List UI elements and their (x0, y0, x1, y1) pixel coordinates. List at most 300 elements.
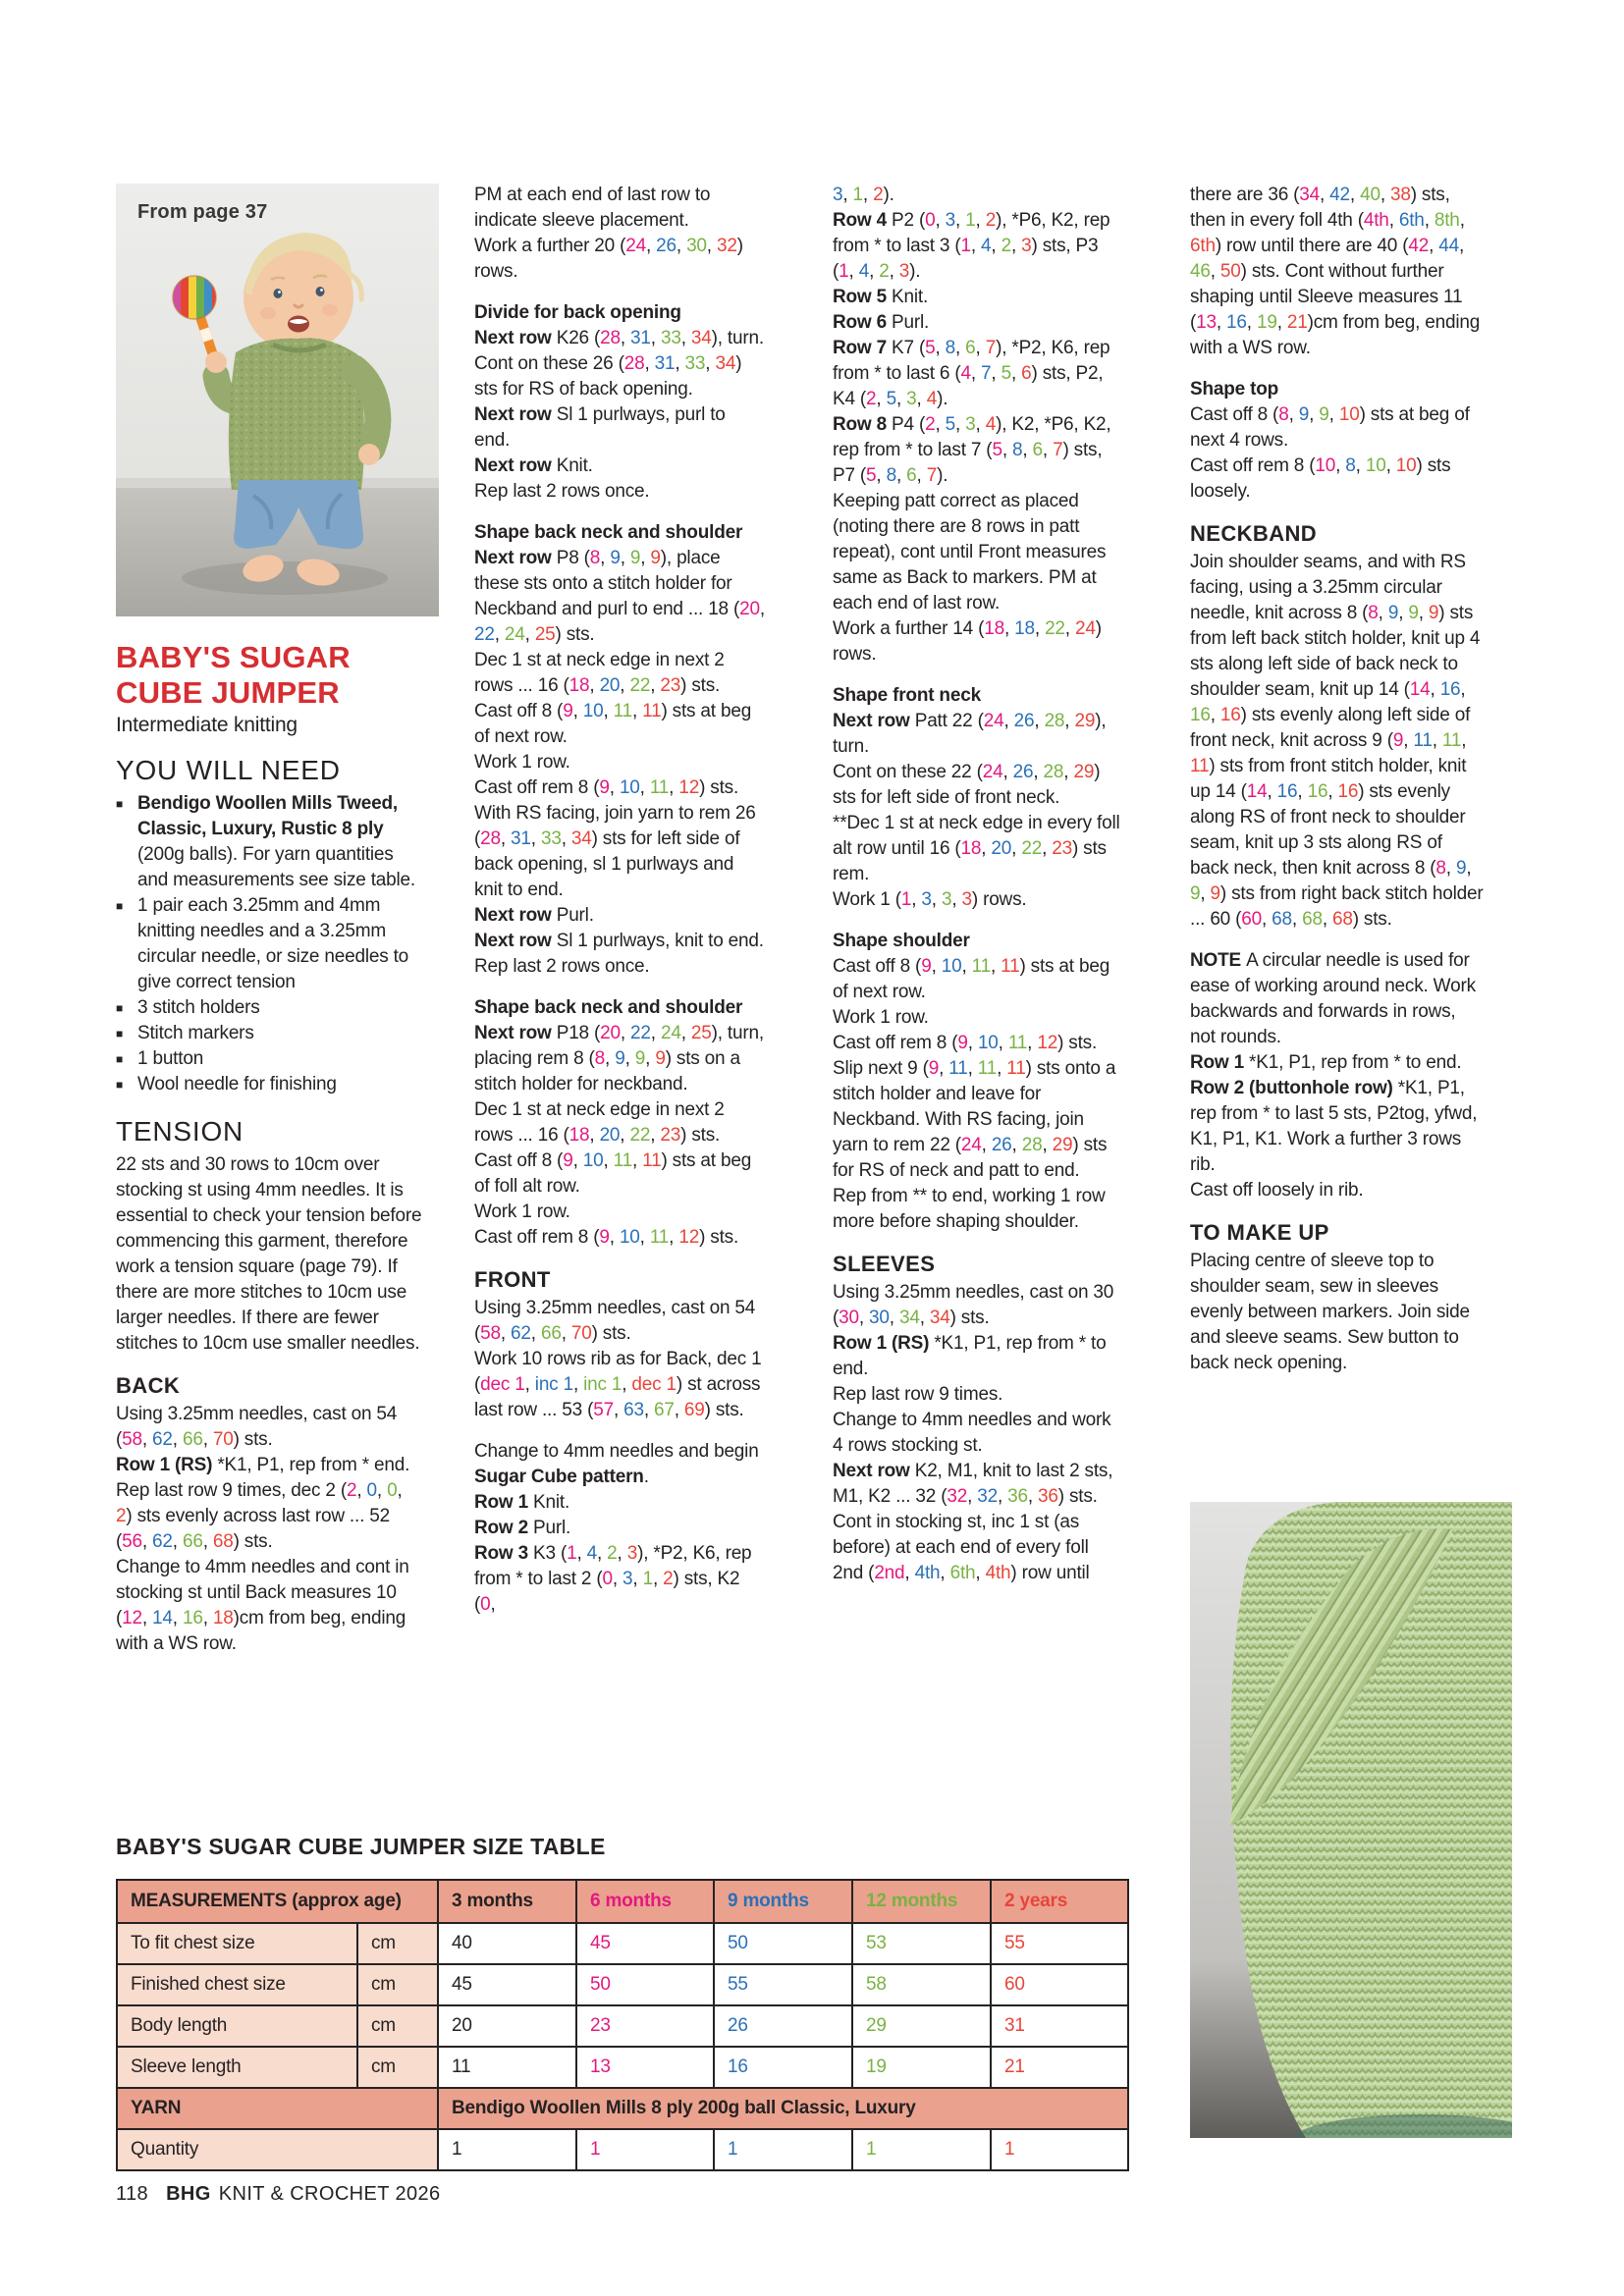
size-value: 30 (839, 1308, 859, 1328)
pattern-paragraph: Cont on these 22 (24, 26, 28, 29) sts for left side of front neck. (833, 762, 1101, 808)
fabric-photo (1190, 1502, 1512, 2156)
size-value: 5 (992, 440, 1002, 460)
fabric-photo-illustration (1190, 1502, 1512, 2156)
size-value: dec 1 (631, 1374, 677, 1395)
size-value: 1 (839, 261, 849, 282)
size-value: 16 (1190, 705, 1211, 725)
size-value: 8 (1278, 404, 1289, 425)
size-value: 33 (540, 828, 562, 849)
pattern-paragraph: Placing centre of sleeve top to shoulder seam, sew in sleeves evenly between markers. Join side and sleeve seams. Sew button to back neck opening. (1190, 1251, 1470, 1373)
spacer (1190, 1203, 1485, 1219)
pattern-paragraph: Next row P18 (20, 22, 24, 25), turn, placing rem 8 (8, 9, 9, 9) sts on a stitch holder for neckband. (474, 1023, 764, 1095)
size-value: 16 (1226, 312, 1247, 333)
pattern-paragraph: Cast off rem 8 (9, 10, 11, 12) sts. (474, 777, 739, 798)
size-value: 14 (1409, 679, 1431, 700)
size-value: 8 (1345, 455, 1356, 476)
table-cell-value: 29 (852, 2005, 991, 2047)
size-value: 4 (960, 363, 971, 384)
size-value: 3 (921, 889, 932, 910)
table-cell-value: 20 (438, 2005, 576, 2047)
size-value: 6 (965, 338, 976, 358)
pattern-paragraph: Next row Sl 1 purlways, knit to end. (474, 931, 764, 951)
section-heading: TENSION (116, 1116, 244, 1147)
size-value: 9 (1408, 603, 1419, 623)
size-value: 9 (1387, 603, 1399, 623)
pattern-paragraph: Row 1 (RS) *K1, P1, rep from * to end. (833, 1333, 1107, 1379)
table-cell-value: 13 (576, 2047, 714, 2088)
table-cell-value: 23 (576, 2005, 714, 2047)
size-value: 28 (600, 328, 621, 348)
size-value: 40 (1360, 185, 1380, 205)
bullet-text: 1 button (137, 1048, 204, 1069)
baby-photo-illustration (116, 184, 439, 616)
size-value: 9 (1392, 730, 1404, 751)
table-header-size: 3 months (438, 1880, 576, 1923)
pattern-paragraph: Work 1 row. (833, 1007, 929, 1028)
table-cell-value: 16 (714, 2047, 852, 2088)
size-value: inc 1 (583, 1374, 623, 1395)
pattern-paragraph: there are 36 (34, 42, 40, 38) sts, then in every foll 4th (4th, 6th, 8th, 6th) row until there are 40 (42, 44, 46, 50) sts. Cont without further shaping until Sleeve measures 11 (13, 16, 19, 21)cm from beg, ending with a WS row. (1190, 185, 1481, 358)
pattern-paragraph: Next row K2, M1, knit to last 2 sts, M1, K2 ... 32 (32, 32, 36, 36) sts. (833, 1461, 1113, 1507)
size-value: 23 (660, 675, 681, 696)
size-value: 31 (654, 353, 676, 374)
pattern-paragraph: Cast off rem 8 (9, 10, 11, 12) sts. (833, 1033, 1098, 1053)
pattern-paragraph: Row 7 K7 (5, 8, 6, 7), *P2, K6, rep from * to last 6 (4, 7, 5, 6) sts, P2, K4 (2, 5, 3, 4). (833, 338, 1110, 409)
pattern-paragraph: Change to 4mm needles and cont in stocking st until Back measures 10 (12, 14, 16, 18)cm from beg, ending with a WS row. (116, 1557, 409, 1654)
subsection-heading: Shape back neck and shoulder (474, 997, 743, 1018)
size-value: 11 (1441, 730, 1462, 751)
bold-lead-in: Row 5 (833, 287, 893, 307)
size-value: 9 (629, 548, 641, 568)
table-cell-label: Body length (117, 2005, 357, 2047)
pattern-paragraph: Next row Knit. (474, 455, 593, 476)
pattern-paragraph: Next row Purl. (474, 905, 594, 926)
table-cell-value: 1 (852, 2129, 991, 2170)
spacer (833, 913, 1123, 929)
size-value: 10 (1315, 455, 1336, 476)
size-value: 9 (1190, 883, 1201, 904)
table-header-size: 6 months (576, 1880, 714, 1923)
size-value: 2 (663, 1569, 674, 1589)
size-value: 30 (686, 236, 707, 256)
bullet-text: 3 stitch holders (137, 997, 260, 1018)
materials-item (116, 1046, 422, 1072)
bullet-square-icon: ■ (116, 797, 124, 811)
size-value: 5 (886, 389, 896, 409)
bullet-square-icon: ■ (116, 899, 124, 913)
footer-brand: BHG (166, 2183, 211, 2205)
size-value: 0 (602, 1569, 613, 1589)
size-value: 18 (568, 1125, 590, 1146)
size-value: 36 (1007, 1486, 1028, 1507)
spacer (1190, 505, 1485, 520)
section-heading: SLEEVES (833, 1252, 936, 1276)
size-value: 10 (977, 1033, 999, 1053)
spacer (474, 980, 765, 995)
size-value: 70 (570, 1323, 592, 1344)
table-header-size: 2 years (991, 1880, 1128, 1923)
table-row (117, 2005, 1128, 2047)
size-value: 9 (1319, 404, 1329, 425)
materials-item (116, 1021, 422, 1046)
size-value: 29 (1074, 711, 1096, 731)
pattern-paragraph: Using 3.25mm needles, cast on 54 (58, 62, 66, 70) sts. (116, 1404, 398, 1450)
size-value: 28 (1021, 1135, 1043, 1155)
size-value: 3 (965, 414, 976, 435)
size-value: 66 (540, 1323, 562, 1344)
size-value: 7 (926, 465, 938, 486)
article-title-line1: BABY'S SUGAR (116, 640, 351, 674)
size-value: 62 (152, 1429, 173, 1450)
size-value: 20 (991, 838, 1012, 859)
size-value: 9 (957, 1033, 968, 1053)
pattern-paragraph: Change to 4mm needles and work 4 rows stocking st. (833, 1410, 1111, 1456)
size-value: 18 (984, 618, 1004, 639)
size-value: 12 (678, 777, 700, 798)
materials-item (116, 995, 422, 1021)
section-heading: YOU WILL NEED (116, 755, 341, 785)
bold-lead-in: Row 1 (1190, 1052, 1250, 1073)
column-1-blocks (116, 754, 422, 1657)
table-cell-value: 31 (991, 2005, 1128, 2047)
size-value: 18 (960, 838, 982, 859)
bold-lead-in: Row 7 (833, 338, 893, 358)
pattern-paragraph: Cast off loosely in rib. (1190, 1180, 1364, 1201)
size-value: 28 (1044, 711, 1065, 731)
size-value: 11 (1007, 1033, 1028, 1053)
size-value: 8 (945, 338, 955, 358)
size-value: 26 (991, 1135, 1012, 1155)
spacer (116, 1097, 422, 1113)
size-value: 1 (642, 1569, 653, 1589)
size-value: 18 (212, 1608, 234, 1629)
size-value: 14 (1246, 781, 1268, 802)
size-value: 20 (739, 599, 760, 619)
table-cell-value: 1 (438, 2129, 576, 2170)
size-value: 2 (873, 185, 884, 205)
table-quantity-row (117, 2129, 1128, 2170)
pattern-paragraph: Rep last 2 rows once. (474, 481, 650, 502)
pattern-paragraph: Cast off 8 (9, 10, 11, 11) sts at beg of next row. (833, 956, 1110, 1002)
size-value: 62 (152, 1531, 173, 1552)
size-value: 56 (122, 1531, 142, 1552)
size-value: 2 (607, 1543, 618, 1564)
size-value: 11 (613, 701, 632, 721)
size-value: 21 (1286, 312, 1308, 333)
size-value: 20 (599, 1125, 621, 1146)
size-value: 6th (1398, 210, 1425, 231)
bold-lead-in: Row 1 (474, 1492, 534, 1513)
pattern-paragraph: Work a further 20 (24, 26, 30, 32) rows. (474, 236, 743, 282)
size-value: 34 (570, 828, 592, 849)
spacer (1190, 361, 1485, 377)
size-value: 6th (949, 1563, 976, 1583)
bold-lead-in: Next row (474, 455, 557, 476)
size-value: 9 (615, 1048, 625, 1069)
size-value: 60 (1241, 909, 1262, 930)
size-value: 3 (623, 1569, 633, 1589)
size-value: 8th (1434, 210, 1460, 231)
bold-lead-in: Row 8 (833, 414, 893, 435)
pattern-paragraph: Using 3.25mm needles, cast on 30 (30, 30, 34, 34) sts. (833, 1282, 1114, 1328)
pattern-paragraph: Row 1 *K1, P1, rep from * to end. (1190, 1052, 1462, 1073)
table-cell-value: 1 (991, 2129, 1128, 2170)
table-header-size: 9 months (714, 1880, 852, 1923)
size-value: 4th (985, 1563, 1011, 1583)
size-value: 16 (182, 1608, 203, 1629)
size-value: 32 (977, 1486, 998, 1507)
size-value: 11 (1006, 1058, 1026, 1079)
pattern-paragraph: Row 8 P4 (2, 5, 3, 4), K2, *P6, K2, rep from * to last 7 (5, 8, 6, 7) sts, P7 (5, 8, 6, 7). (833, 414, 1111, 486)
bold-lead-in: Row 1 (RS) (833, 1333, 935, 1354)
size-value: 0 (925, 210, 936, 231)
size-value: 9 (921, 956, 932, 977)
size-value: 9 (650, 548, 661, 568)
size-value: 11 (649, 1227, 670, 1248)
size-value: 26 (1013, 711, 1035, 731)
size-value: 46 (1190, 261, 1211, 282)
materials-item (116, 791, 422, 893)
subsection-heading: Shape back neck and shoulder (474, 522, 743, 543)
size-value: 34 (929, 1308, 950, 1328)
table-cell-value: 19 (852, 2047, 991, 2088)
size-value: 22 (1045, 618, 1065, 639)
column-3 (833, 183, 1123, 1586)
column-2 (474, 183, 765, 1618)
pattern-paragraph: Row 2 (buttonhole row) *K1, P1, rep from * to last 5 sts, P2tog, yfwd, K1, P1, K1. Work a further 3 rows rib. (1190, 1078, 1478, 1175)
bold-lead-in: Row 2 (buttonhole row) (1190, 1078, 1398, 1098)
pattern-paragraph: Cast off rem 8 (10, 8, 10, 10) sts loosely. (1190, 455, 1451, 502)
table-cell-label: YARN (117, 2088, 438, 2129)
size-value: 9 (599, 777, 610, 798)
size-value: 34 (898, 1308, 920, 1328)
subsection-heading: Shape top (1190, 379, 1279, 400)
size-value: 9 (1210, 883, 1220, 904)
page-footer (116, 2183, 441, 2206)
size-value: 1 (960, 236, 971, 256)
pattern-paragraph: Work a further 14 (18, 18, 22, 24) rows. (833, 618, 1102, 665)
size-value: 44 (1438, 236, 1459, 256)
size-value: 18 (1014, 618, 1035, 639)
size-value: 8 (1011, 440, 1023, 460)
size-value: 10 (619, 1227, 640, 1248)
section-heading: TO MAKE UP (1190, 1220, 1329, 1245)
pattern-paragraph: Row 4 P2 (0, 3, 1, 2), *P6, K2, rep from * to last 3 (1, 4, 2, 3) sts, P3 (1, 4, 2, 3). (833, 210, 1110, 282)
pattern-paragraph: Change to 4mm needles and begin Sugar Cube pattern. (474, 1441, 759, 1487)
size-value: 16 (1439, 679, 1461, 700)
column-4 (1190, 183, 1485, 1376)
pattern-paragraph: Rep last row 9 times, dec 2 (2, 0, 0, 2) sts evenly across last row ... 52 (56, 62, 66, 68) sts. (116, 1480, 403, 1552)
pattern-paragraph: Slip next 9 (9, 11, 11, 11) sts onto a stitch holder and leave for Neckband. With RS facing, join yarn to rem 22 (24, 26, 28, 29) sts for RS of neck and patt to end. (833, 1058, 1116, 1181)
size-value: 11 (1413, 730, 1433, 751)
size-value: 9 (928, 1058, 940, 1079)
bold-lead-in: Row 3 (474, 1543, 534, 1564)
size-value: 9 (1298, 404, 1310, 425)
pattern-paragraph: Cast off 8 (9, 10, 11, 11) sts at beg of foll alt row. (474, 1150, 752, 1197)
subsection-heading: Shape shoulder (833, 931, 970, 951)
pattern-paragraph: Dec 1 st at neck edge in next 2 rows ... 16 (18, 20, 22, 23) sts. (474, 650, 725, 696)
size-value: 69 (683, 1400, 705, 1420)
table-cell-unit: cm (357, 1923, 438, 1964)
pattern-paragraph: Work 1 row. (474, 1201, 570, 1222)
size-value: 11 (642, 1150, 662, 1171)
size-value: 32 (947, 1486, 968, 1507)
pattern-paragraph: Join shoulder seams, and with RS facing, using a 3.25mm circular needle, knit across 8 (8, 9, 9, 9) sts from left back stitch holder, knit up 4 sts along left side of back neck to shoulder seam, knit up 14 (14, 16, 16, 16) sts evenly along left side of front neck, knit across 9 (9, 11, 11, 11) sts from front stitch holder, knit up 14 (14, 16, 16, 16) sts evenly along RS of front neck to shoulder seam, knit up 3 sts along RS of back neck, then knit across 8 (8, 9, 9, 9) sts from right back stitch holder ... 60 (60, 68, 68, 68) sts. (1190, 552, 1484, 930)
table-header-size: 12 months (852, 1880, 991, 1923)
size-value: 1 (567, 1543, 577, 1564)
table-cell-value: 58 (852, 1964, 991, 2005)
size-value: 9 (599, 1227, 610, 1248)
size-value: 9 (1428, 603, 1439, 623)
pattern-paragraph: Row 1 (RS) *K1, P1, rep from * end. (116, 1455, 410, 1475)
pattern-paragraph: PM at each end of last row to indicate sleeve placement. (474, 185, 711, 231)
bold-lead-in: Next row (474, 328, 557, 348)
size-value: 11 (977, 1058, 998, 1079)
size-value: 11 (971, 956, 991, 977)
size-value: 20 (600, 1023, 621, 1043)
size-value: 0 (480, 1594, 491, 1615)
size-value: 68 (212, 1531, 234, 1552)
table-cell-unit: cm (357, 2047, 438, 2088)
size-value: 33 (684, 353, 706, 374)
size-value: 28 (623, 353, 645, 374)
size-value: 22 (629, 1125, 651, 1146)
table-cell-unit: cm (357, 2005, 438, 2047)
pattern-paragraph: **Dec 1 st at neck edge in every foll alt row until 16 (18, 20, 22, 23) sts rem. (833, 813, 1120, 884)
size-value: 8 (1368, 603, 1379, 623)
size-value: 30 (869, 1308, 890, 1328)
size-value: 25 (690, 1023, 712, 1043)
subsection-heading: Shape front neck (833, 685, 981, 706)
spacer (474, 1423, 765, 1439)
bullet-text: Wool needle for finishing (137, 1074, 337, 1095)
size-value: 28 (480, 828, 501, 849)
size-value: 24 (982, 762, 1003, 782)
table-cell-unit: cm (357, 1964, 438, 2005)
bold-lead-in: Row 6 (833, 312, 893, 333)
bold-lead-in: Bendigo Woollen Mills Tweed, Classic, Luxury, Rustic 8 ply (137, 793, 398, 839)
size-value: 26 (1012, 762, 1034, 782)
bold-lead-in: Next row (474, 548, 557, 568)
subsection-heading: Divide for back opening (474, 302, 681, 323)
size-value: 9 (655, 1048, 666, 1069)
size-value: 9 (610, 548, 621, 568)
size-value: 24 (625, 236, 646, 256)
size-value: 31 (630, 328, 651, 348)
spacer (474, 1251, 765, 1266)
article-subtitle: Intermediate knitting (116, 714, 298, 736)
section-heading: FRONT (474, 1267, 551, 1292)
size-value: 2 (116, 1506, 127, 1526)
size-value: 3 (941, 889, 952, 910)
size-value: inc 1 (534, 1374, 573, 1395)
baby-photo (116, 184, 439, 616)
size-value: 2 (985, 210, 997, 231)
section-heading: NECKBAND (1190, 521, 1318, 546)
size-value: 26 (656, 236, 677, 256)
pattern-paragraph: Row 6 Purl. (833, 312, 930, 333)
size-value: 13 (1196, 312, 1217, 333)
table-header-row (117, 1880, 1128, 1923)
bold-lead-in: Next row (474, 1023, 557, 1043)
pattern-paragraph: Using 3.25mm needles, cast on 54 (58, 62, 66, 70) sts. (474, 1298, 756, 1344)
size-value: 4 (985, 414, 997, 435)
size-value: 33 (660, 328, 681, 348)
size-value: 5 (925, 338, 936, 358)
bold-lead-in: Sugar Cube pattern (474, 1467, 644, 1487)
size-value: 8 (589, 548, 601, 568)
pattern-paragraph: Cast off rem 8 (9, 10, 11, 12) sts. (474, 1227, 739, 1248)
pattern-paragraph: Work 1 row. (474, 752, 570, 773)
table-cell-value: 11 (438, 2047, 576, 2088)
size-value: 3 (961, 889, 972, 910)
size-value: 1 (965, 210, 976, 231)
size-value: 2 (346, 1480, 357, 1501)
spacer (474, 505, 765, 520)
table-yarn-row (117, 2088, 1128, 2129)
pattern-paragraph: Next row P8 (8, 9, 9, 9), place these sts onto a stitch holder for Neckband and purl to end ... 18 (20, 22, 24, 25) sts. (474, 548, 765, 645)
size-value: 3 (833, 185, 843, 205)
size-value: 10 (582, 1150, 604, 1171)
size-value: 7 (1053, 440, 1063, 460)
pattern-paragraph: NOTE A circular needle is used for ease of working around neck. Work backwards and forwards in rows, not rounds. (1190, 950, 1476, 1047)
pattern-paragraph: Row 3 K3 (1, 4, 2, 3), *P2, K6, rep from * to last 2 (0, 3, 1, 2) sts, K2 (0, (474, 1543, 752, 1615)
section-heading: BACK (116, 1373, 181, 1398)
pattern-paragraph: With RS facing, join yarn to rem 26 (28, 31, 33, 34) sts for left side of back opening, sl 1 purlways and knit to end. (474, 803, 756, 900)
size-value: 58 (122, 1429, 142, 1450)
table-cell-label: Finished chest size (117, 1964, 357, 2005)
size-value: 18 (568, 675, 590, 696)
size-value: 10 (619, 777, 640, 798)
pattern-paragraph: Keeping patt correct as placed (noting there are 8 rows in patt repeat), cont until Front measures same as Back to markers. PM at each end of last row. (833, 491, 1107, 614)
table-cell-value: 45 (576, 1923, 714, 1964)
spacer (474, 285, 765, 300)
size-value: 5 (1001, 363, 1011, 384)
bold-lead-in: Row 2 (474, 1518, 534, 1538)
size-table-body (117, 1880, 1128, 2170)
size-value: 31 (511, 828, 531, 849)
size-value: 42 (1408, 236, 1430, 256)
size-value: 10 (1338, 404, 1360, 425)
size-value: 4 (981, 236, 992, 256)
table-cell-label: Quantity (117, 2129, 438, 2170)
size-value: 16 (1219, 705, 1241, 725)
table-cell-value: 21 (991, 2047, 1128, 2088)
size-value: 20 (599, 675, 621, 696)
pattern-paragraph: Rep last 2 rows once. (474, 956, 650, 977)
size-value: 24 (504, 624, 525, 645)
pattern-paragraph: Cont on these 26 (28, 31, 33, 34) sts for RS of back opening. (474, 353, 742, 400)
bullet-square-icon: ■ (116, 1078, 124, 1092)
size-value: 24 (960, 1135, 982, 1155)
footer-issue: KNIT & CROCHET 2026 (218, 2183, 441, 2205)
size-value: 66 (182, 1429, 203, 1450)
size-value: 29 (1073, 762, 1095, 782)
bold-lead-in: Row 1 (RS) (116, 1455, 218, 1475)
size-value: 38 (1389, 185, 1411, 205)
photo-caption: From page 37 (137, 201, 268, 223)
table-cell-value: 40 (438, 1923, 576, 1964)
size-table-title: BABY'S SUGAR CUBE JUMPER SIZE TABLE (116, 1834, 606, 1859)
size-value: 9 (1455, 858, 1467, 879)
pattern-paragraph: Next row Sl 1 purlways, purl to end. (474, 404, 726, 451)
size-value: 10 (582, 701, 604, 721)
size-value: 3 (898, 261, 910, 282)
pattern-paragraph: Cont in stocking st, inc 1 st (as before) at each end of every foll 2nd (2nd, 4th, 6th, 4th) row until (833, 1512, 1090, 1583)
size-value: 7 (981, 363, 992, 384)
pattern-paragraph: Next row K26 (28, 31, 33, 34), turn. (474, 328, 764, 348)
size-value: 67 (654, 1400, 675, 1420)
